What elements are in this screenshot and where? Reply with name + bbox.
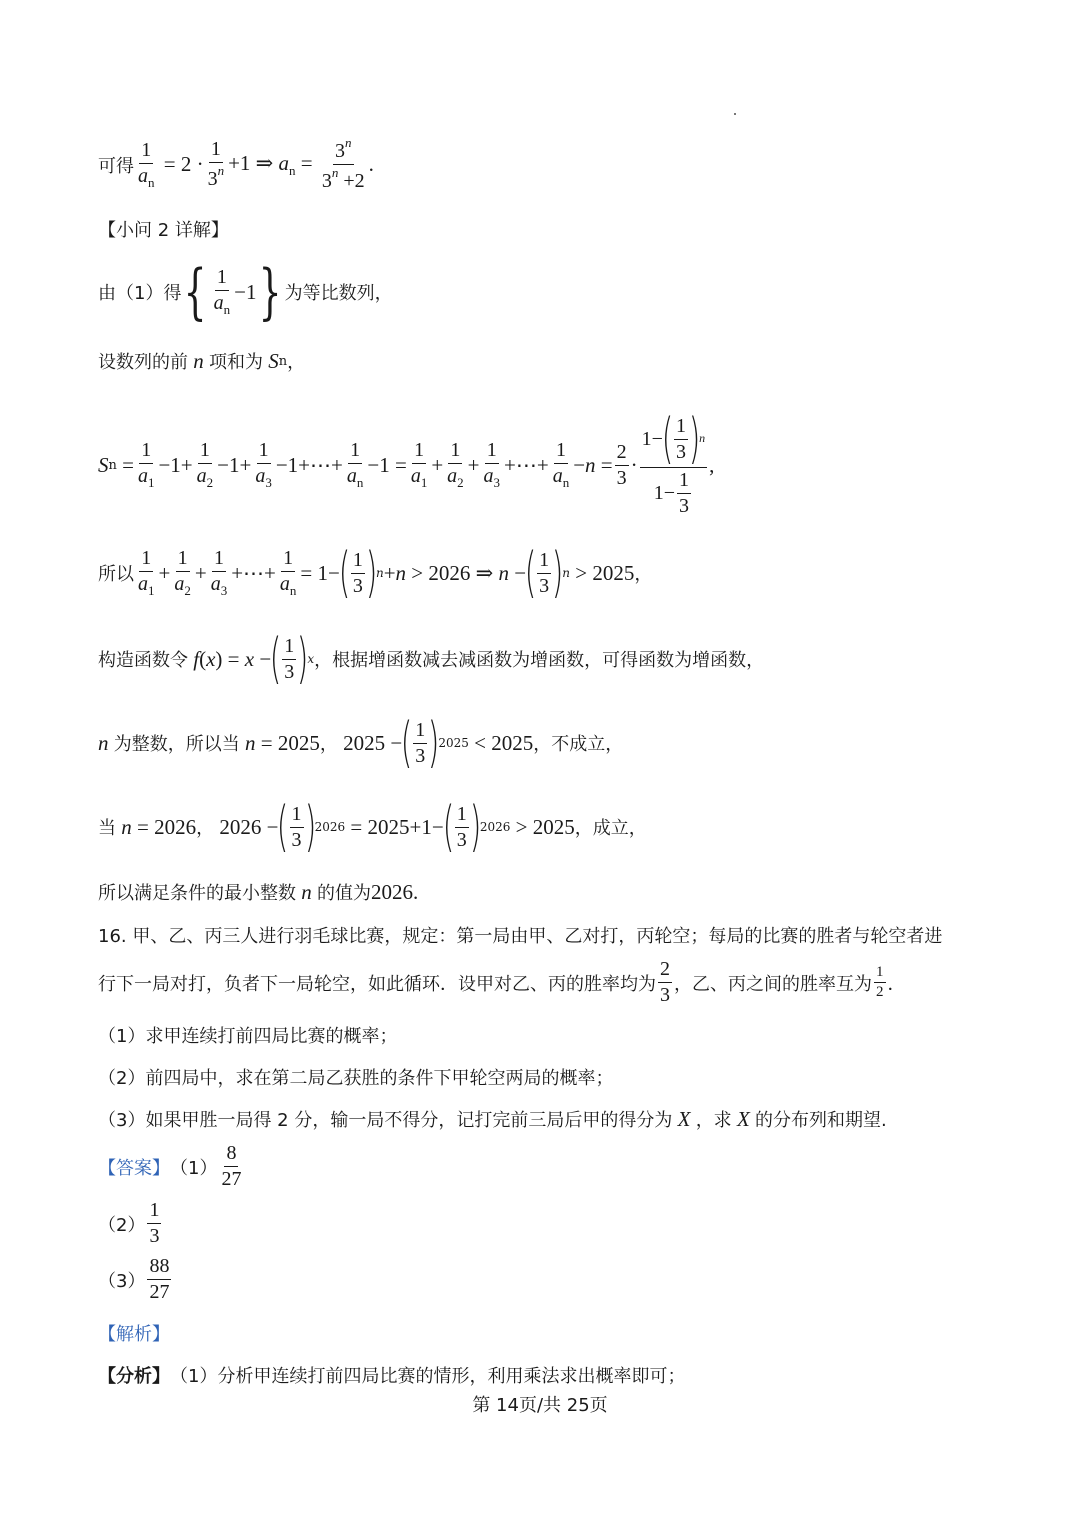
problem16-line2: 行下一局对打，负者下一局轮空，如此循环．设甲对乙、丙的胜率均为 $\frac{2}{3}$ ，乙、丙之间的胜率互为 $\frac{1}{2}$ ． — [98, 958, 906, 1006]
page-footer: 第 14页/共 25页 — [472, 1395, 608, 1416]
text-kede: 可得 — [98, 155, 134, 177]
conclusion-line: 所以满足条件的最小整数 n 的值为 2026 . — [98, 879, 419, 904]
sum-formula-line: S n = $\frac{1}{a_1}$ −1+ $\frac{1}{a_2}$ −1+ $\frac{1}{a_3}$ −1+⋯+ $\frac{1}{a_n}$ −1 = $\frac{1}{a_1}$ + $\frac{1}{a_2}$ + $\frac{1}{a_3}$ +⋯+ $\frac{1}{a_n}$ −n = $\frac{2}{3}$ · 1− ( $\frac{1}{3}$ ) n 1− $\frac{1}{3}$ , — [98, 407, 715, 517]
derivation-line-4: 设数列的前 n 项和为 S n ， — [98, 348, 306, 373]
derivation-line-1: 可得 $\frac{1}{a_n}$ = 2 · $\frac{1}{3^n}$ +1 ⇒ $a_n$ = $\frac{3^n}{3^n +2}$ . — [98, 135, 374, 192]
function-line: 构造函数令 f(x) = x − ( $\frac{1}{3}$ ) x ，根据增函数减去减函数为增函数，可得函数为增函数， — [98, 627, 765, 690]
analysis-label: 【解析】 — [98, 1324, 170, 1345]
derivation-line-3: 由（1）得 { $\frac{1}{a_n}$ −1 } 为等比数列， — [98, 257, 393, 327]
fraction: $\frac{3^n}{3^n +2}$ — [321, 135, 365, 192]
problem16-line1: 16. 甲、乙、丙三人进行羽毛球比赛，规定：第一局由甲、乙对打，丙轮空；每局的比赛的胜者与轮空者进 — [98, 926, 943, 947]
sub2-heading: 【小问 2 详解】 — [98, 220, 229, 241]
fenxi-label: 【分析】 — [98, 1366, 170, 1387]
fraction: $\frac{1}{a_n}$ — [138, 138, 155, 190]
answer-3: （3） $\frac{88}{27}$ — [98, 1255, 170, 1303]
problem16-q1: （1）求甲连续打前四局比赛的概率； — [98, 1026, 398, 1047]
fenxi-line: 【分析】 （1）分析甲连续打前四局比赛的情形，利用乘法求出概率即可； — [98, 1362, 685, 1388]
case-line-2026: 当 n = 2026 ， 2026 − ( $\frac{1}{3}$ ) 2026 = 2025+1− ( $\frac{1}{3}$ ) 2026 > 2025 ，成立， — [98, 795, 647, 858]
answer-label: 【答案】 — [98, 1157, 170, 1179]
case-line-2025: n 为整数，所以当 n = 2025 ， 2025 − ( $\frac{1}{3}$ ) 2025 < 2025 ，不成立， — [98, 711, 624, 774]
answer-1: 【答案】 （1） $\frac{8}{27}$ — [98, 1142, 242, 1190]
stray-dot — [734, 113, 736, 115]
answer-2: （2） $\frac{1}{3}$ — [98, 1199, 160, 1247]
fraction: $\frac{1}{a_n}$ — [213, 266, 231, 318]
fraction: $\frac{1}{3^n}$ — [207, 138, 225, 190]
problem16-q3: （3）如果甲胜一局得 2 分，输一局不得分，记打完前三局后甲的得分为 X ，求 X 的分布列和期望. — [98, 1106, 887, 1131]
inequality-line: 所以 $\frac{1}{a_1}$ + $\frac{1}{a_2}$ + $\frac{1}{a_3}$ +⋯+ $\frac{1}{a_n}$ = 1− ( $\frac{1}{3}$ ) n +n > 2026 ⇒ n − ( $\frac{1}{3}$ ) n > 2025 ， — [98, 541, 653, 604]
nested-fraction: 1− ( $\frac{1}{3}$ ) n 1− $\frac{1}{3}$ — [641, 407, 706, 517]
analysis-label-line — [98, 1320, 170, 1346]
problem16-q2: （2）前四局中，求在第二局乙获胜的条件下甲轮空两局的概率； — [98, 1068, 614, 1089]
